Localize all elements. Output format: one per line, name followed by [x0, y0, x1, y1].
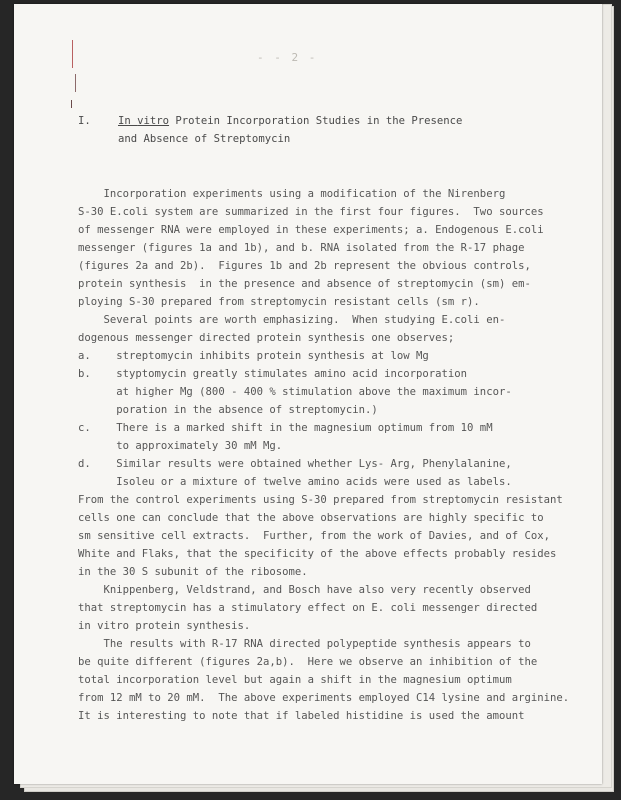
section-heading-line-2: and Absence of Streptomycin: [118, 133, 291, 145]
body-line: From the control experiments using S-30 prepared from streptomycin resistant: [78, 494, 563, 506]
body-line: be quite different (figures 2a,b). Here we observe an inhibition of the: [78, 656, 538, 668]
body-line: to approximately 30 mM Mg.: [78, 440, 283, 452]
body-line: S-30 E.coli system are summarized in the first four figures. Two sources: [78, 206, 544, 218]
body-line: (figures 2a and 2b). Figures 1b and 2b represent the obvious controls,: [78, 260, 531, 272]
body-line: a. streptomycin inhibits protein synthesis at low Mg: [78, 350, 429, 362]
body-line: Incorporation experiments using a modification of the Nirenberg: [78, 188, 506, 200]
body-line: Isoleu or a mixture of twelve amino acids were used as labels.: [78, 476, 512, 488]
margin-mark: [71, 100, 72, 108]
body-line: messenger (figures 1a and 1b), and b. RNA isolated from the R-17 phage: [78, 242, 525, 254]
heading-part-italic-term: vitro: [137, 115, 170, 127]
section-heading-line-1: [118, 115, 462, 127]
body-line: sm sensitive cell extracts. Further, from the work of Davies, and of Cox,: [78, 530, 550, 542]
body-line: Knippenberg, Veldstrand, and Bosch have also very recently observed: [78, 584, 531, 596]
body-line: The results with R-17 RNA directed polypeptide synthesis appears to: [78, 638, 531, 650]
body-line: Several points are worth emphasizing. When studying E.coli en-: [78, 314, 506, 326]
body-line: d. Similar results were obtained whether Lys- Arg, Phenylalanine,: [78, 458, 512, 470]
body-line: c. There is a marked shift in the magnesium optimum from 10 mM: [78, 422, 493, 434]
body-line: that streptomycin has a stimulatory effect on E. coli messenger directed: [78, 602, 538, 614]
heading-part: Protein Incorporation Studies in the Presence: [169, 115, 463, 127]
margin-mark: [75, 74, 76, 92]
body-line: cells one can conclude that the above observations are highly specific to: [78, 512, 544, 524]
page-number: - - 2 -: [257, 51, 318, 64]
body-line: from 12 mM to 20 mM. The above experiments employed C14 lysine and arginine.: [78, 692, 570, 704]
body-line: White and Flaks, that the specificity of the above effects probably resides: [78, 548, 557, 560]
body-line: total incorporation level but again a shift in the magnesium optimum: [78, 674, 512, 686]
body-line: poration in the absence of streptomycin.): [78, 404, 378, 416]
body-line: in vitro protein synthesis.: [78, 620, 251, 632]
body-line: b. styptomycin greatly stimulates amino acid incorporation: [78, 368, 468, 380]
body-line: of messenger RNA were employed in these experiments; a. Endogenous E.coli: [78, 224, 544, 236]
body-line: protein synthesis in the presence and absence of streptomycin (sm) em-: [78, 278, 531, 290]
body-line: dogenous messenger directed protein synthesis one observes;: [78, 332, 455, 344]
document-page: [14, 4, 602, 784]
body-line: It is interesting to note that if labeled histidine is used the amount: [78, 710, 525, 722]
heading-part: In: [118, 115, 138, 127]
body-line: at higher Mg (800 - 400 % stimulation above the maximum incor-: [78, 386, 512, 398]
body-line: ploying S-30 prepared from streptomycin resistant cells (sm r).: [78, 296, 480, 308]
section-numeral: I.: [78, 115, 91, 127]
body-line: in the 30 S subunit of the ribosome.: [78, 566, 308, 578]
margin-mark: [72, 40, 73, 68]
